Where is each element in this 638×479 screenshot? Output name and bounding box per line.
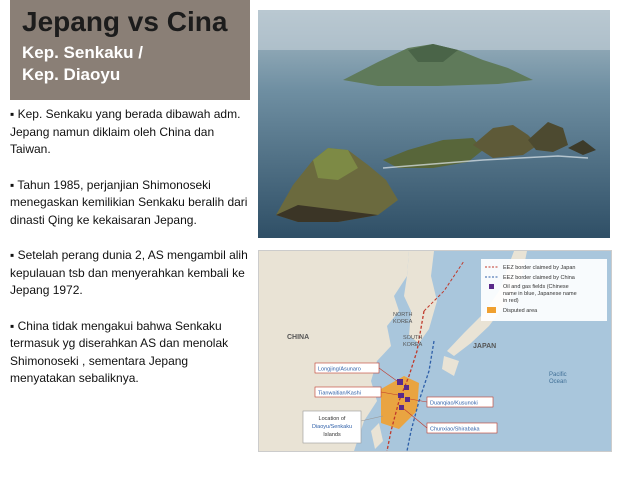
islands-photo <box>258 10 610 238</box>
map-label-north-korea: KOREA <box>393 319 413 325</box>
map-legend <box>481 259 607 321</box>
bullet-item <box>10 247 250 300</box>
location-line: Location of <box>318 416 346 422</box>
bullet-text: Tahun 1985, perjanjian Shimonoseki menegaskan kemilikian Senkaku beralih dari dinasti Qing ke kekaisaran Jepang. <box>10 177 248 227</box>
bullet-list <box>10 106 250 406</box>
subtitle-line: Kep. Senkaku / <box>22 43 143 62</box>
bullet-item <box>10 177 250 230</box>
bullet-marker: ▪ <box>10 248 15 262</box>
legend-eez-japan: EEZ border claimed by Japan <box>503 265 576 271</box>
location-line: Diaoyu/Senkaku <box>311 424 353 430</box>
map-label-pacific: Ocean <box>549 379 567 385</box>
region-map <box>258 250 612 452</box>
bullet-item <box>10 106 250 159</box>
legend-oil-gas: in red) <box>503 298 519 304</box>
field-label-tianwaitian: Tianwaitian/Kashi <box>318 390 361 397</box>
map-label-south-korea: KOREA <box>403 342 423 348</box>
bullet-text: China tidak mengakui bahwa Senkaku termasuk yg diserahkan AS dan menolak Shimonoseki , sementara Jepang menyatakan sebaliknya. <box>10 318 229 385</box>
map-label-north-korea: NORTH <box>393 312 413 318</box>
title-box <box>10 0 250 100</box>
slide-title: Jepang vs Cina <box>22 6 228 37</box>
map-label-pacific: Pacific <box>549 372 567 378</box>
subtitle-line: Kep. Diaoyu <box>22 65 121 84</box>
field-label-longjing: Longjing/Asunaro <box>318 366 361 373</box>
bullet-text: Setelah perang dunia 2, AS mengambil alih kepulauan tsb dan menyerahkan kembali ke Jepang 1972. <box>10 248 248 297</box>
legend-oil-gas: Oil and gas fields (Chinese <box>503 284 569 290</box>
slide-subtitle <box>22 42 143 86</box>
legend-disputed: Disputed area <box>503 308 538 314</box>
bullet-marker: ▪ <box>10 318 15 333</box>
bullet-text: Kep. Senkaku yang berada dibawah adm. Jepang namun diklaim oleh China dan Taiwan. <box>10 107 241 156</box>
legend-eez-china: EEZ border claimed by China <box>503 275 575 281</box>
legend-oil-gas: name in blue, Japanese name <box>503 291 577 297</box>
field-label-chunxiao: Chunxiao/Shirabaka <box>430 426 480 433</box>
bullet-marker: ▪ <box>10 107 15 121</box>
map-label-south-korea: SOUTH <box>403 335 423 341</box>
map-label-china: CHINA <box>287 334 310 341</box>
map-label-japan: JAPAN <box>473 343 497 350</box>
bullet-item <box>10 318 250 388</box>
field-label-duanqiao: Duanqiao/Kusunoki <box>430 400 478 407</box>
location-line: Islands <box>323 432 341 438</box>
bullet-marker: ▪ <box>10 177 15 192</box>
